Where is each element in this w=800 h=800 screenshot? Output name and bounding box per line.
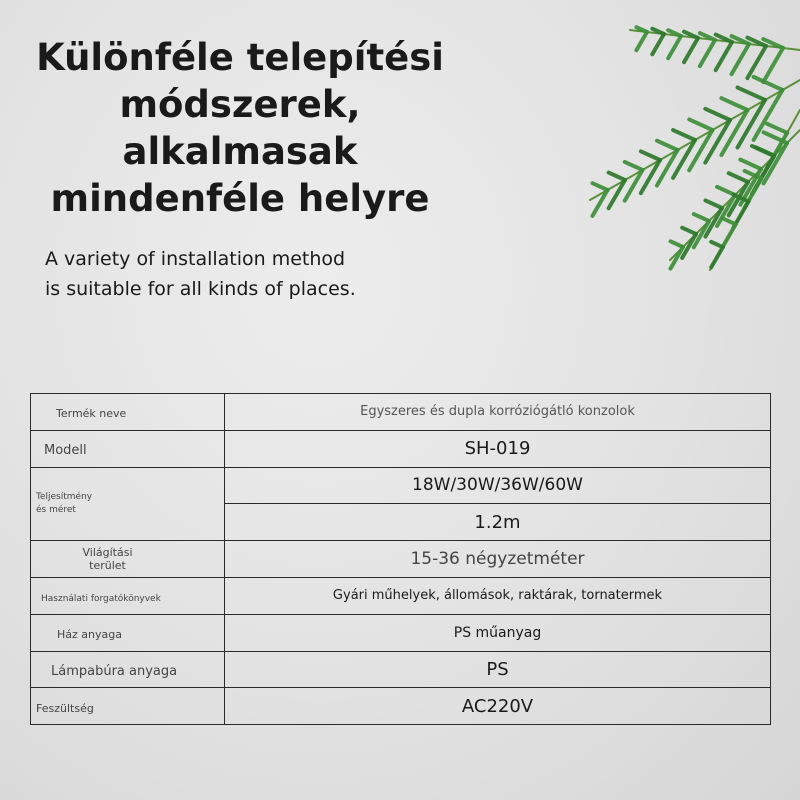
table-row (31, 394, 771, 431)
page-title (30, 34, 450, 222)
palm-leaf-icon (560, 10, 800, 280)
table-row (31, 541, 771, 578)
title-line-3: alkalmasak (122, 130, 358, 173)
row-label-lighting-area: Világítási terület (31, 541, 225, 578)
table-row (31, 577, 771, 614)
table-row (31, 430, 771, 467)
row-label-product-name: Termék neve (31, 394, 225, 431)
row-label-housing: Ház anyaga (31, 614, 225, 651)
subtitle-line-1: A variety of installation method (45, 248, 346, 270)
row-value-product-name: Egyszeres és dupla korróziógátló konzolok (225, 394, 771, 431)
row-value-size: 1.2m (225, 504, 771, 541)
table-row (31, 614, 771, 651)
row-value-shade: PS (225, 651, 771, 688)
row-label-usage: Használati forgatókönyvek (31, 577, 225, 614)
spec-table (30, 393, 771, 725)
row-value-usage: Gyári műhelyek, állomások, raktárak, tornatermek (225, 577, 771, 614)
title-line-2: módszerek, (119, 83, 361, 126)
row-label-shade: Lámpabúra anyaga (31, 651, 225, 688)
row-value-voltage: AC220V (225, 688, 771, 725)
row-value-model: SH-019 (225, 430, 771, 467)
row-value-power: 18W/30W/36W/60W (225, 467, 771, 504)
row-label-model: Modell (31, 430, 225, 467)
table-row (31, 651, 771, 688)
row-label-voltage: Feszültség (31, 688, 225, 725)
table-row (31, 467, 771, 504)
title-line-4: mindenféle helyre (50, 177, 430, 220)
page-subtitle (45, 244, 356, 304)
row-label-power-size: Teljesítmény és méret (31, 467, 225, 541)
subtitle-line-2: is suitable for all kinds of places. (45, 278, 356, 300)
row-value-housing: PS műanyag (225, 614, 771, 651)
row-value-lighting-area: 15-36 négyzetméter (225, 541, 771, 578)
table-row (31, 688, 771, 725)
title-line-1: Különféle telepítési (36, 36, 444, 79)
